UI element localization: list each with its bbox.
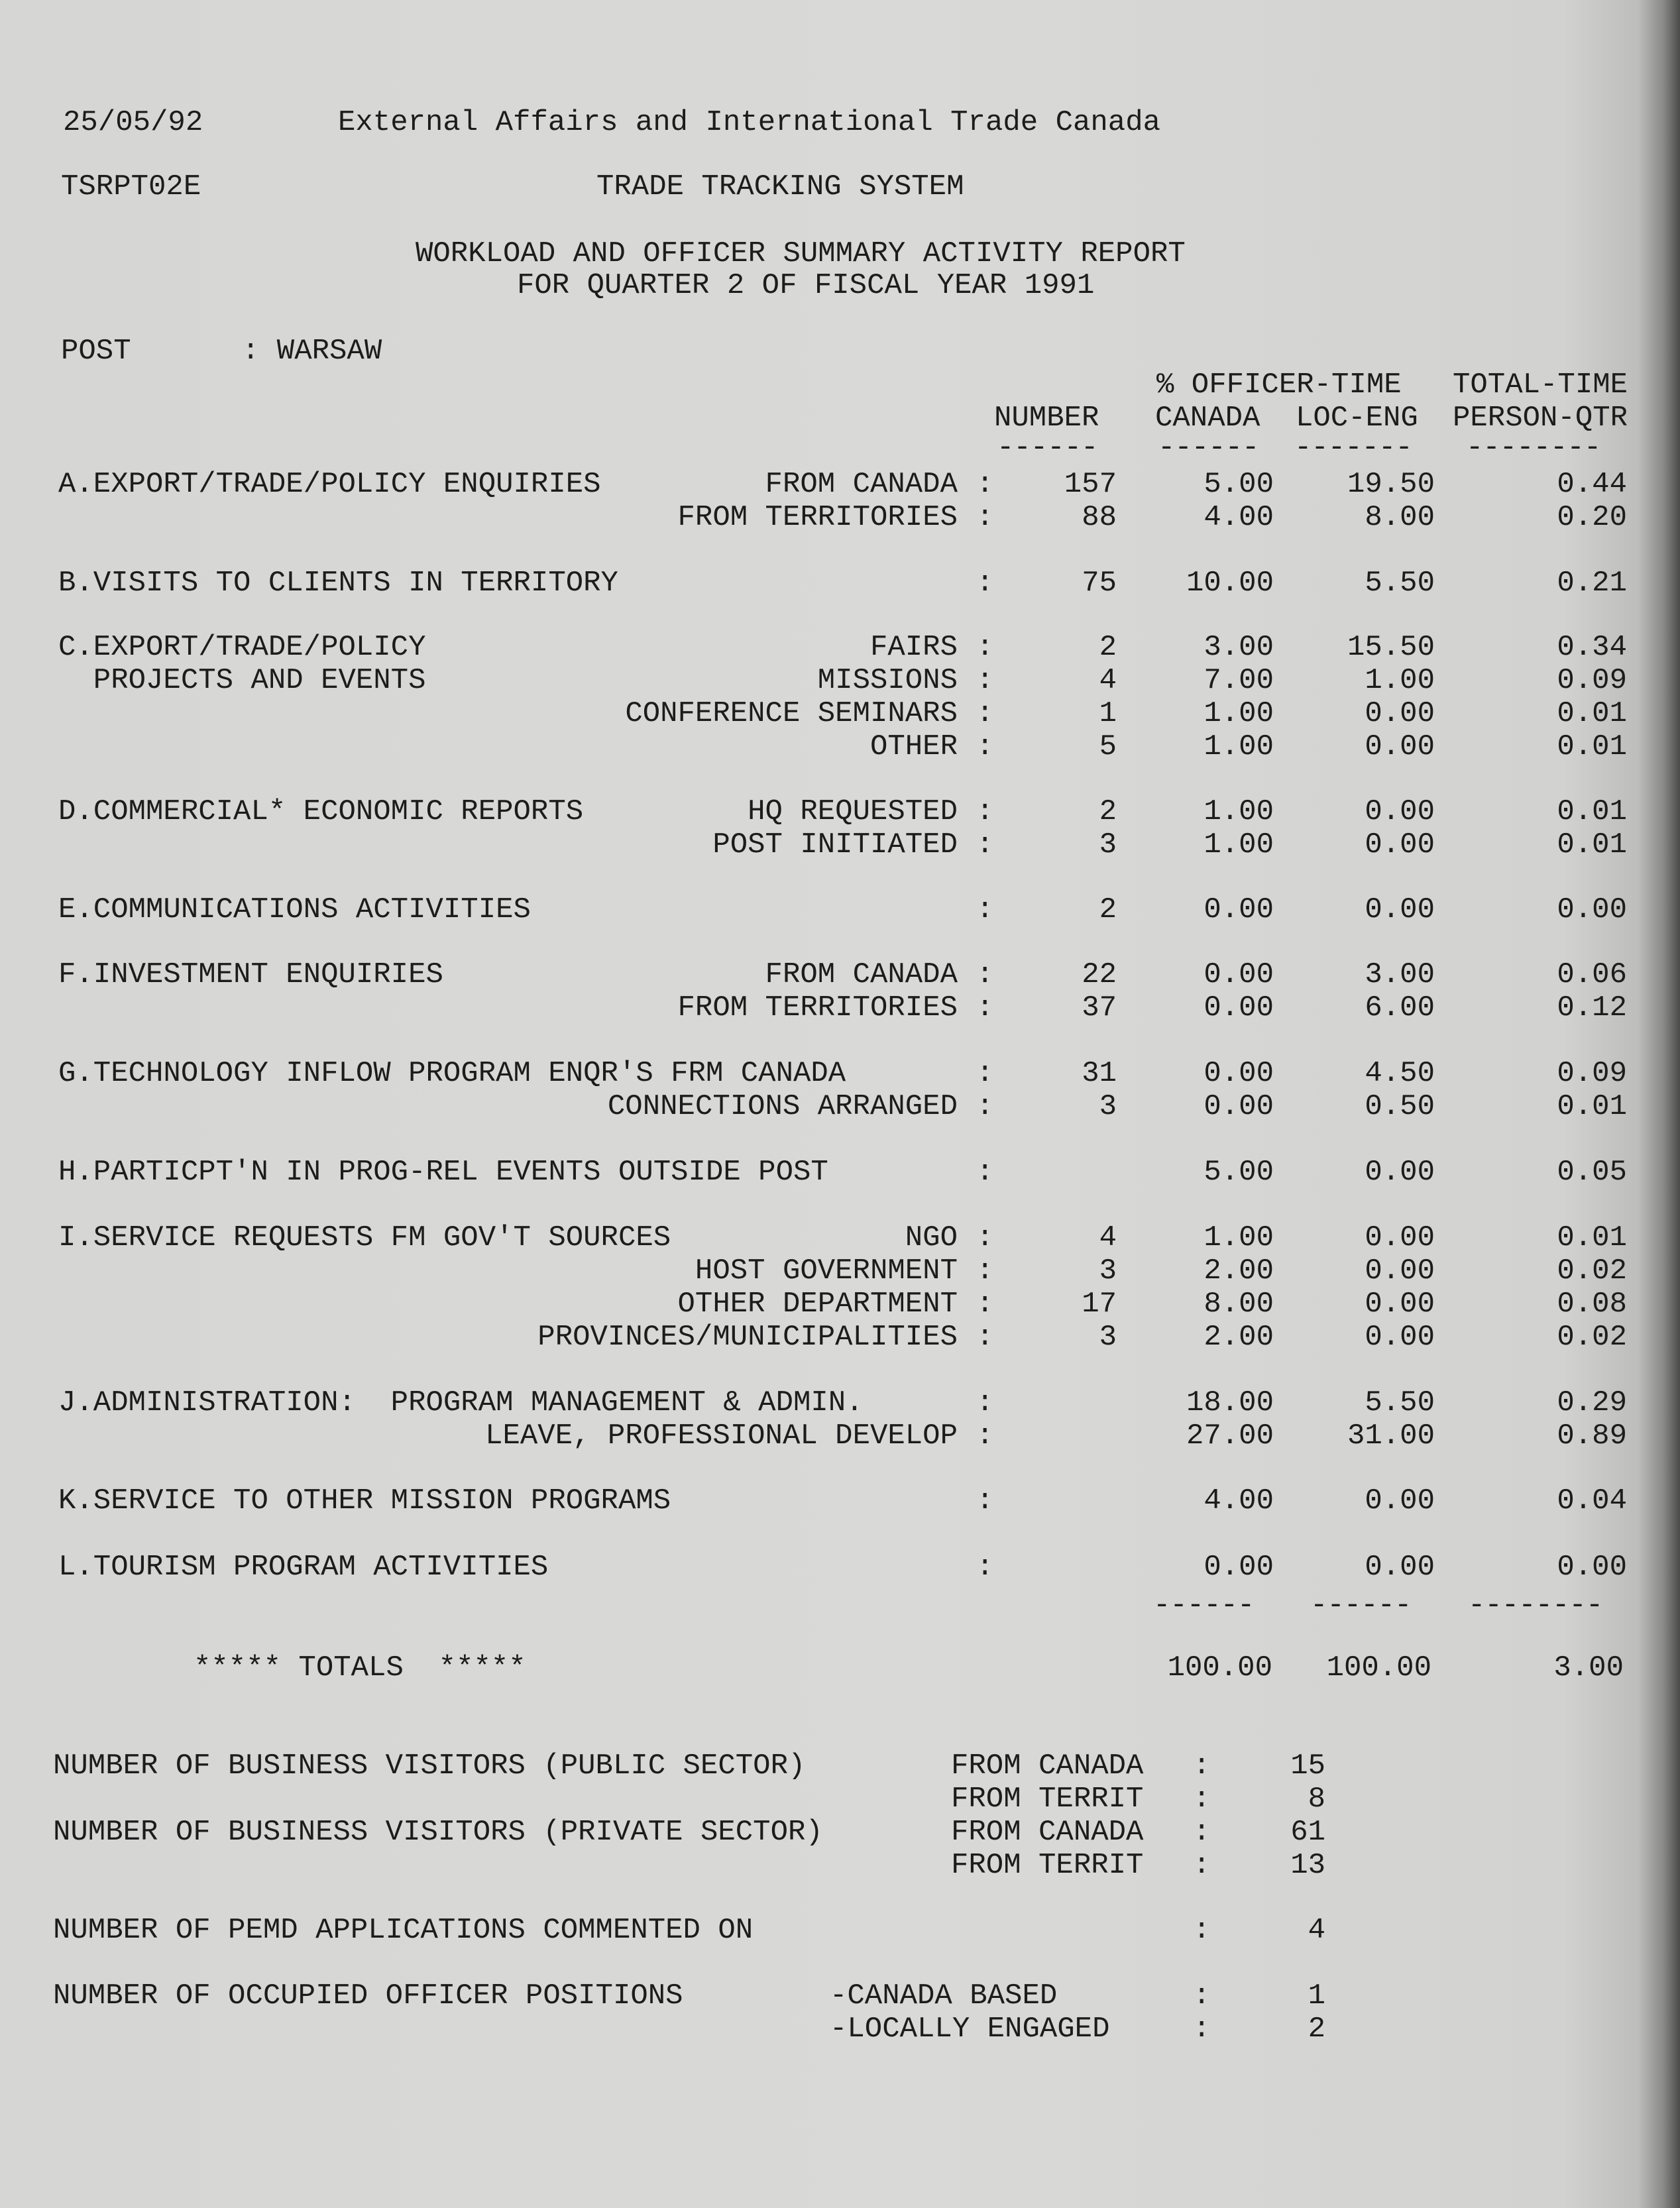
row-canada: 1.00 [1204, 730, 1274, 763]
row-loc-eng: 0.00 [1365, 1484, 1435, 1518]
row-label: G.TECHNOLOGY INFLOW PROGRAM ENQR'S FRM CANADA [58, 1057, 846, 1090]
organization-name: External Affairs and International Trade Canada [338, 106, 1161, 139]
row-canada: 2.00 [1204, 1254, 1274, 1288]
row-loc-eng: 8.00 [1365, 501, 1435, 534]
row-person-qtr: 0.02 [1557, 1254, 1627, 1288]
row-canada: 2.00 [1204, 1321, 1274, 1354]
post-value: : WARSAW [242, 335, 382, 368]
row-loc-eng: 0.00 [1365, 697, 1435, 730]
row-loc-eng: 1.00 [1365, 664, 1435, 697]
row-colon: : [976, 795, 994, 828]
row-canada: 1.00 [1204, 697, 1274, 730]
row-person-qtr: 0.29 [1557, 1386, 1627, 1419]
row-person-qtr: 0.09 [1557, 1057, 1627, 1090]
row-number: 1 [1099, 697, 1117, 730]
row-canada: 5.00 [1204, 468, 1274, 501]
row-label: E.COMMUNICATIONS ACTIVITIES [58, 893, 531, 926]
row-canada: 3.00 [1204, 631, 1274, 664]
loc-eng-header: LOC-ENG [1296, 402, 1418, 435]
row-colon: : [976, 697, 994, 730]
row-label: K.SERVICE TO OTHER MISSION PROGRAMS [58, 1484, 671, 1518]
row-sublabel: HQ REQUESTED [748, 795, 958, 828]
row-number: 22 [1082, 958, 1117, 991]
row-loc-eng: 0.00 [1365, 1254, 1435, 1288]
totals-loc-eng: 100.00 [1326, 1651, 1431, 1684]
row-number: 3 [1099, 1254, 1117, 1288]
visitor-label: NUMBER OF BUSINESS VISITORS (PRIVATE SECTOR) [53, 1816, 823, 1849]
row-canada: 7.00 [1204, 664, 1274, 697]
row-person-qtr: 0.34 [1557, 631, 1627, 664]
post-label: POST [61, 335, 131, 368]
row-number: 3 [1099, 1321, 1117, 1354]
row-loc-eng: 0.00 [1365, 795, 1435, 828]
person-qtr-rule: -------- [1466, 431, 1601, 465]
visitor-count: 8 [1308, 1783, 1325, 1816]
position-label: NUMBER OF OCCUPIED OFFICER POSITIONS [53, 1979, 683, 2013]
row-colon: : [976, 958, 994, 991]
row-label: A.EXPORT/TRADE/POLICY ENQUIRIES [58, 468, 601, 501]
row-person-qtr: 0.01 [1557, 730, 1627, 763]
row-person-qtr: 0.01 [1557, 795, 1627, 828]
row-colon: : [976, 1254, 994, 1288]
row-person-qtr: 0.04 [1557, 1484, 1627, 1518]
row-person-qtr: 0.06 [1557, 958, 1627, 991]
row-colon: : [976, 1221, 994, 1254]
row-number: 2 [1099, 631, 1117, 664]
report-date: 25/05/92 [63, 106, 203, 139]
officer-time-header: % OFFICER-TIME [1156, 368, 1402, 402]
visitor-source: FROM TERRIT [951, 1783, 1144, 1816]
person-qtr-header: PERSON-QTR [1453, 402, 1628, 435]
position-count: 2 [1308, 2013, 1325, 2046]
row-colon: : [976, 730, 994, 763]
row-canada: 18.00 [1186, 1386, 1274, 1419]
pemd-label: NUMBER OF PEMD APPLICATIONS COMMENTED ON [53, 1914, 754, 1947]
row-person-qtr: 0.44 [1557, 468, 1627, 501]
row-label: F.INVESTMENT ENQUIRIES [58, 958, 443, 991]
visitor-count: 15 [1290, 1749, 1325, 1783]
row-sublabel: CONFERENCE SEMINARS [625, 697, 958, 730]
row-canada: 10.00 [1186, 567, 1274, 600]
position-colon: : [1193, 1979, 1211, 2013]
row-loc-eng: 0.00 [1365, 1321, 1435, 1354]
row-colon: : [976, 1551, 994, 1584]
row-person-qtr: 0.21 [1557, 567, 1627, 600]
row-sublabel: HOST GOVERNMENT [695, 1254, 958, 1288]
row-loc-eng: 0.00 [1365, 1156, 1435, 1189]
row-loc-eng: 0.00 [1365, 828, 1435, 861]
row-canada: 0.00 [1204, 1057, 1274, 1090]
row-colon: : [976, 567, 994, 600]
row-person-qtr: 0.12 [1557, 991, 1627, 1024]
row-sublabel: FAIRS [869, 631, 958, 664]
visitor-label: NUMBER OF BUSINESS VISITORS (PUBLIC SECTOR) [53, 1749, 806, 1783]
position-type: -CANADA BASED [830, 1979, 1058, 2013]
person-qtr-total-rule: -------- [1468, 1589, 1603, 1622]
row-colon: : [976, 664, 994, 697]
row-label: H.PARTICPT'N IN PROG-REL EVENTS OUTSIDE POST [58, 1156, 828, 1189]
row-canada: 1.00 [1204, 1221, 1274, 1254]
row-sublabel: PROVINCES/MUNICIPALITIES [537, 1321, 958, 1354]
row-person-qtr: 0.00 [1557, 893, 1627, 926]
row-loc-eng: 0.50 [1365, 1090, 1435, 1123]
row-colon: : [976, 991, 994, 1024]
totals-canada: 100.00 [1167, 1651, 1272, 1684]
position-count: 1 [1308, 1979, 1325, 2013]
position-type: -LOCALLY ENGAGED [830, 2013, 1110, 2046]
row-colon: : [976, 1156, 994, 1189]
row-canada: 0.00 [1204, 1551, 1274, 1584]
visitor-colon: : [1193, 1749, 1211, 1783]
row-label: L.TOURISM PROGRAM ACTIVITIES [58, 1551, 549, 1584]
row-loc-eng: 0.00 [1365, 730, 1435, 763]
row-label: D.COMMERCIAL* ECONOMIC REPORTS [58, 795, 584, 828]
canada-header: CANADA [1155, 402, 1260, 435]
row-number: 75 [1082, 567, 1117, 600]
pemd-colon: : [1193, 1914, 1211, 1947]
row-sublabel: OTHER [869, 730, 958, 763]
row-sublabel: LEAVE, PROFESSIONAL DEVELOP [485, 1419, 958, 1453]
row-loc-eng: 19.50 [1347, 468, 1435, 501]
row-number: 2 [1099, 795, 1117, 828]
row-loc-eng: 5.50 [1365, 1386, 1435, 1419]
row-number: 2 [1099, 893, 1117, 926]
number-rule: ------ [997, 431, 1098, 465]
visitor-colon: : [1193, 1849, 1211, 1882]
loc-eng-rule: ------- [1294, 431, 1412, 465]
row-loc-eng: 0.00 [1365, 1288, 1435, 1321]
visitor-colon: : [1193, 1783, 1211, 1816]
row-canada: 0.00 [1204, 893, 1274, 926]
row-sublabel: CONNECTIONS ARRANGED [607, 1090, 958, 1123]
totals-person-qtr: 3.00 [1553, 1651, 1624, 1684]
row-canada: 4.00 [1204, 1484, 1274, 1518]
row-colon: : [976, 1090, 994, 1123]
row-number: 5 [1099, 730, 1117, 763]
row-person-qtr: 0.02 [1557, 1321, 1627, 1354]
row-colon: : [976, 501, 994, 534]
row-loc-eng: 15.50 [1347, 631, 1435, 664]
row-loc-eng: 0.00 [1365, 1221, 1435, 1254]
row-canada: 1.00 [1204, 828, 1274, 861]
row-loc-eng: 0.00 [1365, 1551, 1435, 1584]
row-sublabel: POST INITIATED [712, 828, 958, 861]
row-colon: : [976, 1288, 994, 1321]
canada-rule: ------ [1158, 431, 1259, 465]
visitor-source: FROM TERRIT [951, 1849, 1144, 1882]
row-number: 17 [1082, 1288, 1117, 1321]
report-id: TSRPT02E [61, 170, 201, 203]
row-canada: 0.00 [1204, 958, 1274, 991]
row-person-qtr: 0.00 [1557, 1551, 1627, 1584]
row-number: 4 [1099, 664, 1117, 697]
row-colon: : [976, 828, 994, 861]
row-sublabel: MISSIONS [817, 664, 958, 697]
row-label: PROJECTS AND EVENTS [58, 664, 426, 697]
row-sublabel: FROM TERRITORIES [677, 501, 958, 534]
row-person-qtr: 0.20 [1557, 501, 1627, 534]
row-canada: 5.00 [1204, 1156, 1274, 1189]
row-number: 37 [1082, 991, 1117, 1024]
loc-eng-total-rule: ------ [1310, 1589, 1412, 1622]
visitor-colon: : [1193, 1816, 1211, 1849]
row-colon: : [976, 893, 994, 926]
row-sublabel: FROM CANADA [765, 958, 958, 991]
row-person-qtr: 0.09 [1557, 664, 1627, 697]
row-label: B.VISITS TO CLIENTS IN TERRITORY [58, 567, 618, 600]
row-person-qtr: 0.01 [1557, 1221, 1627, 1254]
row-colon: : [976, 631, 994, 664]
visitor-count: 61 [1290, 1816, 1325, 1849]
visitor-source: FROM CANADA [951, 1816, 1144, 1849]
row-canada: 8.00 [1204, 1288, 1274, 1321]
row-person-qtr: 0.89 [1557, 1419, 1627, 1453]
row-colon: : [976, 468, 994, 501]
visitor-source: FROM CANADA [951, 1749, 1144, 1783]
row-canada: 0.00 [1204, 1090, 1274, 1123]
row-canada: 4.00 [1204, 501, 1274, 534]
row-loc-eng: 6.00 [1365, 991, 1435, 1024]
row-number: 4 [1099, 1221, 1117, 1254]
row-sublabel: NGO [905, 1221, 958, 1254]
position-colon: : [1193, 2013, 1211, 2046]
row-colon: : [976, 1057, 994, 1090]
report-title: WORKLOAD AND OFFICER SUMMARY ACTIVITY REPORT [416, 237, 1186, 270]
row-loc-eng: 5.50 [1365, 567, 1435, 600]
row-colon: : [976, 1484, 994, 1518]
row-person-qtr: 0.01 [1557, 697, 1627, 730]
row-canada: 27.00 [1186, 1419, 1274, 1453]
row-colon: : [976, 1321, 994, 1354]
row-number: 88 [1082, 501, 1117, 534]
row-sublabel: FROM TERRITORIES [677, 991, 958, 1024]
row-person-qtr: 0.01 [1557, 828, 1627, 861]
row-number: 3 [1099, 1090, 1117, 1123]
row-canada: 1.00 [1204, 795, 1274, 828]
number-header: NUMBER [994, 402, 1099, 435]
system-name: TRADE TRACKING SYSTEM [596, 170, 964, 203]
row-sublabel: FROM CANADA [765, 468, 958, 501]
row-sublabel: OTHER DEPARTMENT [677, 1288, 958, 1321]
row-label: I.SERVICE REQUESTS FM GOV'T SOURCES [58, 1221, 671, 1254]
row-loc-eng: 3.00 [1365, 958, 1435, 991]
row-label: C.EXPORT/TRADE/POLICY [58, 631, 426, 664]
row-loc-eng: 0.00 [1365, 893, 1435, 926]
row-loc-eng: 31.00 [1347, 1419, 1435, 1453]
canada-total-rule: ------ [1153, 1589, 1255, 1622]
row-number: 3 [1099, 828, 1117, 861]
row-person-qtr: 0.08 [1557, 1288, 1627, 1321]
row-number: 31 [1082, 1057, 1117, 1090]
report-subtitle: FOR QUARTER 2 OF FISCAL YEAR 1991 [517, 269, 1095, 302]
row-person-qtr: 0.05 [1557, 1156, 1627, 1189]
totals-label: ***** TOTALS ***** [194, 1651, 526, 1684]
row-colon: : [976, 1419, 994, 1453]
row-person-qtr: 0.01 [1557, 1090, 1627, 1123]
total-time-header: TOTAL-TIME [1453, 368, 1628, 402]
row-number: 157 [1064, 468, 1117, 501]
row-label: J.ADMINISTRATION: PROGRAM MANAGEMENT & ADMIN. [58, 1386, 864, 1419]
row-canada: 0.00 [1204, 991, 1274, 1024]
row-colon: : [976, 1386, 994, 1419]
row-loc-eng: 4.50 [1365, 1057, 1435, 1090]
pemd-count: 4 [1308, 1914, 1325, 1947]
visitor-count: 13 [1290, 1849, 1325, 1882]
